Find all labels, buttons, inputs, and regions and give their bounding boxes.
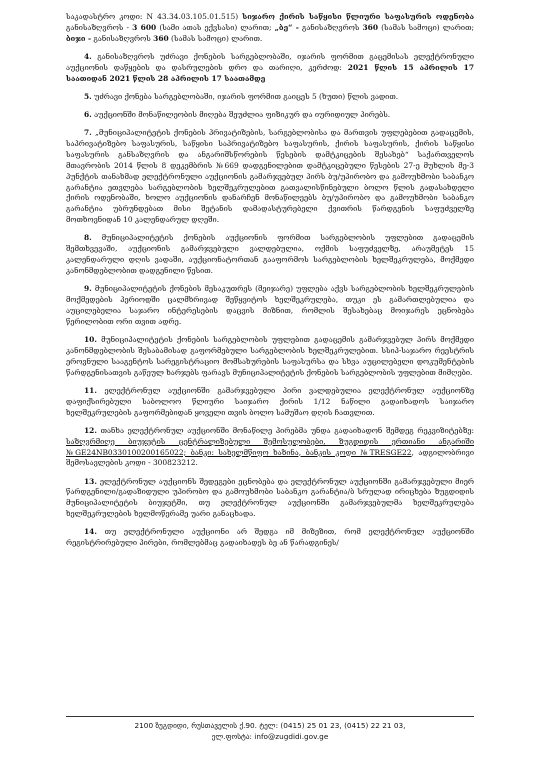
body-text: საკადასტრო კოდი: N 43.34.03.105.01.515) — [66, 12, 243, 21]
underlined-text: საზღვრმიღე ბიუჯეტის ცენტრალიზებული შემოსულობები, ზუგდიდის ერთიანი ანგარიში №GE24NB0330100200165022; ბანკი: სახელმწიფო ხაზინა, ბანკის კოდი №TRESGE22 — [66, 436, 474, 457]
paragraph-9-termination — [66, 284, 474, 328]
bold-text: 8. — [84, 233, 92, 243]
paragraph-12-payment-details — [66, 426, 474, 470]
bold-text: 2021 წლის 15 აპრილის 17 საათიდან 2021 წლის 28 აპრილის 17 საათამდე — [66, 62, 474, 83]
bold-text: 6. — [84, 109, 92, 119]
body-text: განისაზღვროს უძრავი ქონების სარგებლობაში, იჯარის ფორმით გაცემისას ელექტრონული აუქციონის დაწყების და დასრულების დრო და თარიღი, კერძოდ: — [66, 51, 474, 72]
paragraph-8-contract-signing — [66, 233, 474, 277]
body-text: განისაზღვროს — [91, 33, 154, 43]
footer-divider — [66, 716, 474, 717]
body-text: (სამი ათას ექვსასი) ლარით; — [156, 22, 275, 32]
page-footer — [66, 721, 474, 742]
paragraph-6-participants — [66, 110, 474, 121]
body-text: მუნიციპალიტეტის ქონების სარგებლობის უფლებით გადაცემის გამარჯვებულ პირს მოქმედი კანონმდებლობის შესაბამისად გაფორმებული სარგებლობის ხელშეკრულებით. სსიპ-საჯარო რეესტრის ეროვნული სააგენტოს სარეგისტრაციო მომსახურების საფასურსა და სხვა აუცილებელი დოკუმენტების წარდგენისათვის გაწეულ ხარჯებს ფარავს მუნიციპალიტეტის ქონების სარგებლობის უფლებით მიმღები. — [66, 334, 474, 377]
body-text: აუქციონში მონაწილეობის მიღება შეუძლია ფიზიკურ და იურიდიულ პირებს. — [91, 109, 391, 119]
bold-text: 9. — [84, 284, 92, 294]
bold-text: 3 600 — [132, 22, 157, 32]
body-text: (სამას სამოცი) ლარით; — [378, 22, 474, 32]
body-text: განისაზღვროს - — [66, 22, 133, 32]
bold-text: 7. — [84, 128, 92, 137]
bold-text: ბიჯი - — [66, 33, 92, 43]
document-body — [66, 12, 474, 549]
paragraph-7-bank-guarantee — [66, 128, 474, 226]
body-text: „მუნიციპალიტეტის ქონების პრივატიზების, სარგებლობისა და მართვის უფლებებით გადაცემის, საპრივატიზებო საფასურის, საწყისი საპრივატიზებო საფასურის, ქირის საფასურის, ქირის საწყისი საფასურის განსაზღვრის და ანგარიშსწორების წესების დამტკიცების შესახებ“ საქართველოს მთავრობის 2014 წლის 8 დეკემბრის №669 დადგენილებით დამტკიცებული წესების 27-ე მუხლის მე-3 პუნქტის თანახმად ელექტრონული აუქციონის გამარჯვებულ პირს ბუ/უპირობო და გამოუხმობი საბანკო გარანტია ეთვლება სარგებლობის ხელშეკრულებით გათვალისწინებული ბოლო წლის გადასახდელი ქირის ოდენობაში, ხოლო აუქციონის დანარჩენ მონაწილეებს ბუ/უპირობო და გამოუხმობი საბანკო გარანტია უბრუნდებათ მისი შეტანის დამადასტურებელი ქვითრის წარდგენის საფუძველზე მოთხოვნიდან 10 კალენდარულ დღეში. — [66, 128, 474, 225]
body-text: უძრავი ქონება სარგებლობაში, იჯარის ფორმით გაიცეს 5 (ხუთი) წლის ვადით. — [91, 91, 399, 101]
bold-text: სიჯარო ქირის საწყისი წლიური საფასურის ოდენობა — [242, 12, 474, 21]
footer-address: 2100 ზუგდიდი, რუსთაველის ქ.90. ტელ: (0415) 25 01 23, (0415) 22 21 03, — [134, 721, 406, 730]
body-text: (სამას სამოცი) ლარით. — [168, 33, 263, 43]
paragraph-continuation — [66, 12, 474, 45]
bold-text: 13. — [84, 476, 97, 486]
paragraph-13-results — [66, 477, 474, 521]
body-text: თანხა ელექტრონულ აუქციონში მონაწილე პირებმა უნდა გადაიხადონ შემდეგ რეკვიზიტებზე: — [96, 425, 474, 435]
body-text: მუნიციპალიტეტის ქონების აუქციონის ფორმით სარგებლობის უფლებით გადაცემის შემთხვევაში, აუქციონის გამარჯვებული ვალდებულია, ოქმის საფუძველზე, არაუმეტეს 15 კალენდარული დღის ვადაში, აუქციონატორთან გააფორმოს სარგებლობის ხელშეკრულება, მოქმედი კანონმდებლობით დადგენილი წესით. — [66, 233, 474, 276]
body-text: ელექტრონულ აუქციონს შედეგები ეცნობება და ელექტრონულ აუქციონში გამარჯვებული მიერ წარდგენილი/გადაზიდული უპირობო და გამოუხმობი საბანკო გარანტია/ბ სრულად ირიცხება ზუგდიდის მუნიციპალიტეტის ბიუჯეტში, თუ ელექტრონულ აუქციონში გამარჯვებულმა ხელშეკრულება ხელშეკრულების ხელმოწერამე უარი განაცხადა. — [66, 476, 474, 519]
bold-text: 360 — [153, 33, 169, 43]
footer-email: ელ.ფოსტა: info@zugdidi.gov.ge — [211, 731, 329, 741]
bold-text: 5. — [84, 91, 92, 101]
bold-text: 10. — [84, 334, 97, 344]
paragraph-14-failed-auction — [66, 527, 474, 549]
body-text: ელექტრონულ აუქციონში გამარჯვებული პირი ვალდებულია ელექტრონულ აუქციონზე დაფიქსირებული საბოლოო წლიური საიჯარო ქირის 1/12 ნაწილი გადაიხადოს საიჯარო ხელშეკრულების გაფორმებიდან ყოველი თვის ბოლო სამუშაო დღის ჩათვლით. — [66, 385, 474, 417]
body-text: თუ ელექტრონული აუქციონი არ შედგა იმ მიზეზით, რომ ელექტრონულ აუქციონში რეგისტრირებული პირები, რომლებმაც გადაიხადეს ბე ან წარადგინეს/ — [66, 527, 474, 548]
bold-text: 12. — [84, 425, 97, 435]
paragraph-5-lease-term — [66, 92, 474, 103]
paragraph-11-monthly-payment — [66, 386, 474, 419]
paragraph-10-registration-costs — [66, 335, 474, 379]
bold-text: 360 — [362, 22, 379, 32]
paragraph-4-auction-dates — [66, 52, 474, 85]
bold-text: 14. — [84, 527, 97, 537]
body-text: განისაზღვროს — [298, 22, 363, 32]
bold-text: 11. — [84, 385, 97, 395]
bold-text: 4. — [84, 51, 92, 61]
bold-text: „ბე“ - — [274, 22, 299, 32]
body-text: მუნიციპალიტეტის ქონების მესაკუთრეს (მეიჯარე) უფლება აქვს სარგებლობის ხელშეკრულების მოქმედების პერიოდში ცალმხრივად შეწყვიტოს ხელშეკრულება, თუკი ეს გამართლებულია და აუცილებელია საჯარო ინტერესების დაცვის მიზნით, რომლის შესახებაც მოიჯარეს ეცნობება წერილობით ორი თვით ადრე. — [66, 284, 474, 326]
body-text: , ადგილობრივი შემოსავლების კოდი - 300823212. — [66, 447, 474, 468]
